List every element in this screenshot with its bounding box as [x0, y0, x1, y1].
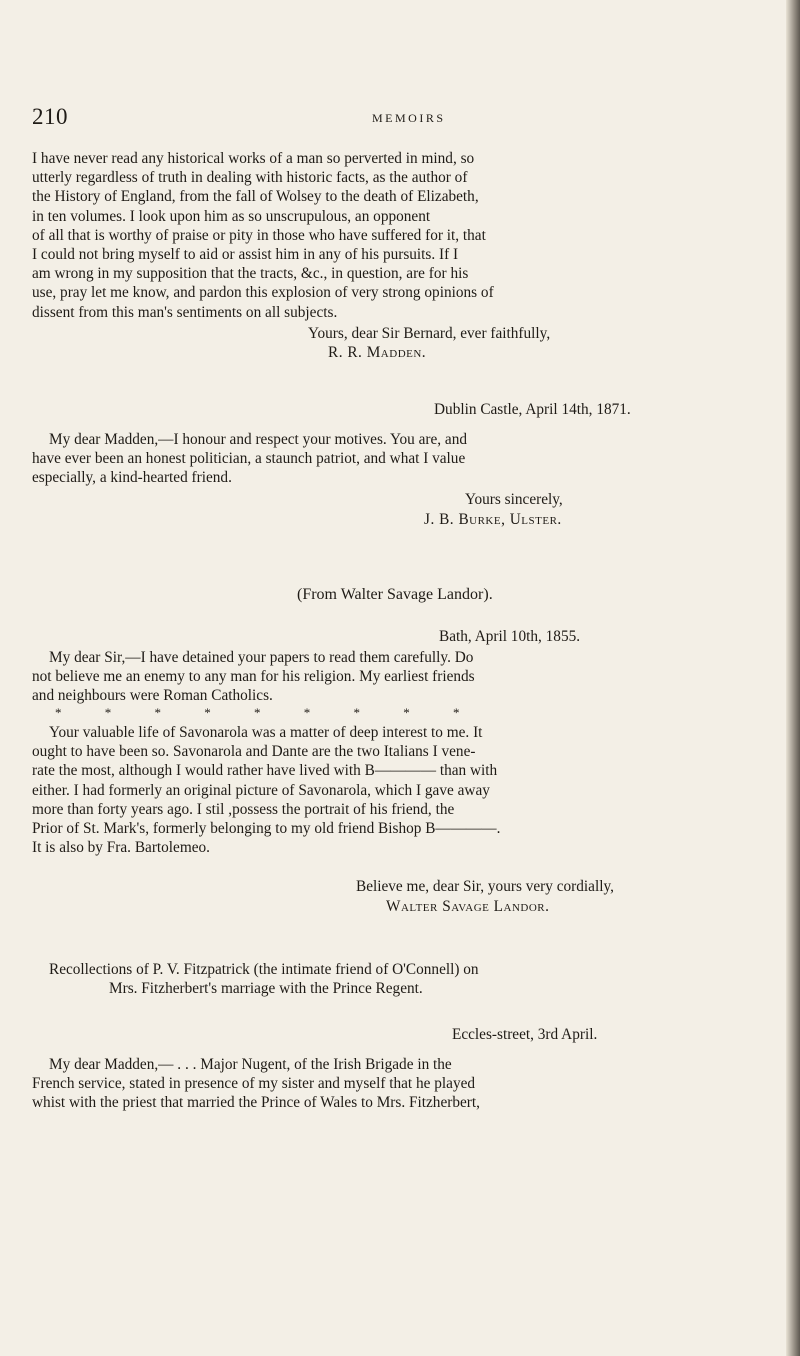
letter-3-dateline: Bath, April 10th, 1855. — [439, 628, 581, 645]
text-line: either. I had formerly an original picture of Savonarola, which I gave away — [32, 781, 490, 799]
text-line: am wrong in my supposition that the tracts, &c., in question, are for his — [32, 265, 469, 283]
letter-2-signature: J. B. Burke, Ulster. — [424, 511, 562, 528]
letter-2-dateline: Dublin Castle, April 14th, 1871. — [434, 401, 631, 418]
text-line: Prior of St. Mark's, formerly belonging to my old friend Bishop B————. — [32, 820, 501, 838]
text-line: I could not bring myself to aid or assist him in any of his pursuits. If I — [32, 246, 459, 264]
letter-1-signature: R. R. Madden. — [328, 344, 427, 361]
text-line: use, pray let me know, and pardon this explosion of very strong opinions of — [32, 284, 494, 302]
page-number: 210 — [32, 104, 68, 129]
text-line: the History of England, from the fall of Wolsey to the death of Elizabeth, — [32, 188, 479, 206]
text-line: I have never read any historical works of a man so perverted in mind, so — [32, 150, 475, 167]
text-line: of all that is worthy of praise or pity in those who have suffered for it, that — [32, 226, 486, 244]
text-line: utterly regardless of truth in dealing with historic facts, as the author of — [32, 169, 468, 187]
running-head: MEMOIRS — [372, 111, 446, 125]
letter-4-body — [32, 1055, 744, 1113]
letter-2-closing: Yours sincerely, — [465, 491, 563, 508]
ellipsis-stars: * * * * * * * * * — [55, 705, 480, 720]
page-edge-shadow — [786, 0, 800, 1356]
letter-3-body-a — [32, 648, 744, 706]
letter-3-body-b — [32, 723, 744, 857]
letter-3-closing: Believe me, dear Sir, yours very cordially, — [356, 878, 614, 895]
text-line: rate the most, although I would rather have lived with B———— than with — [32, 762, 498, 780]
text-line: Recollections of P. V. Fitzpatrick (the intimate friend of O'Connell) on — [49, 961, 479, 978]
text-line: French service, stated in presence of my sister and myself that he played — [32, 1075, 476, 1093]
text-line: in ten volumes. I look upon him as so unscrupulous, an opponent — [32, 207, 431, 225]
letter-1-closing: Yours, dear Sir Bernard, ever faithfully, — [308, 325, 551, 342]
letter-4-heading — [32, 960, 744, 998]
text-line: My dear Madden,—I honour and respect your motives. You are, and — [49, 431, 468, 448]
text-line: dissent from this man's sentiments on all subjects. — [32, 303, 338, 321]
text-line: more than forty years ago. I stil ,possess the portrait of his friend, the — [32, 800, 455, 818]
text-line: Mrs. Fitzherbert's marriage with the Prince Regent. — [109, 980, 423, 998]
text-line: whist with the priest that married the Prince of Wales to Mrs. Fitzherbert, — [32, 1094, 480, 1112]
text-line: My dear Sir,—I have detained your papers to read them carefully. Do — [49, 649, 474, 666]
letter-3-heading: (From Walter Savage Landor). — [297, 586, 493, 603]
text-line: It is also by Fra. Bartolemeo. — [32, 839, 211, 857]
letter-3-signature: Walter Savage Landor. — [386, 898, 550, 915]
text-line: My dear Madden,— . . . Major Nugent, of the Irish Brigade in the — [49, 1056, 452, 1073]
letter-4-dateline: Eccles-street, 3rd April. — [452, 1026, 598, 1043]
letter-2-body — [32, 430, 744, 488]
text-line: and neighbours were Roman Catholics. — [32, 687, 273, 705]
text-line: especially, a kind-hearted friend. — [32, 469, 232, 487]
letter-1-body — [32, 149, 744, 322]
text-line: have ever been an honest politician, a staunch patriot, and what I value — [32, 450, 466, 468]
text-line: Your valuable life of Savonarola was a matter of deep interest to me. It — [49, 724, 483, 741]
text-line: not believe me an enemy to any man for his religion. My earliest friends — [32, 668, 475, 686]
text-line: ought to have been so. Savonarola and Dante are the two Italians I vene- — [32, 743, 476, 761]
